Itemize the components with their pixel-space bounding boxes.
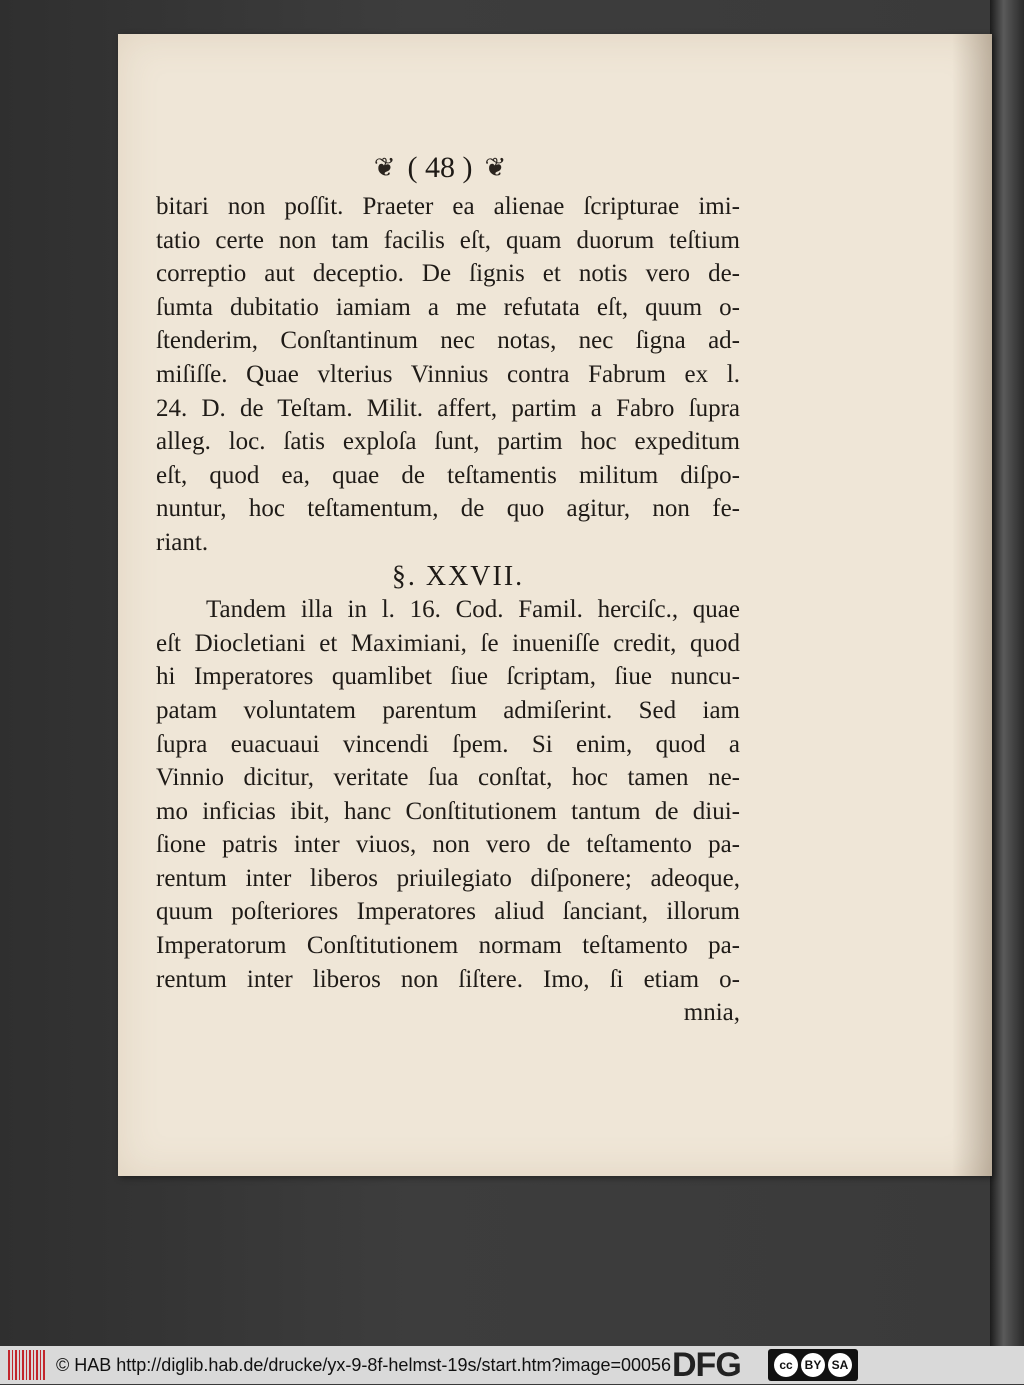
- text-line: Vinnio dicitur, veritate ſua conſtat, hoc tamen ne-: [156, 764, 740, 792]
- text-line: 24. D. de Teſtam. Milit. affert, partim a Fabro ſupra: [156, 394, 740, 422]
- section-heading: §. XXVII.: [391, 560, 525, 592]
- ornament-right-icon: ❦: [484, 153, 507, 183]
- text-line: hi Imperatores quamlibet ſiue ſcriptam, ſiue nuncu-: [156, 663, 740, 691]
- by-icon: BY: [801, 1353, 825, 1377]
- text-line: quum poſteriores Imperatores aliud ſanciant, illorum: [156, 898, 740, 926]
- page-number: ( 48 ): [407, 151, 473, 184]
- text-line: ſumta dubitatio iamiam a me refutata eſt, quum o-: [156, 293, 740, 321]
- text-line: miſiſſe. Quae vlterius Vinnius contra Fabrum ex l.: [156, 360, 740, 388]
- text-line: eſt Diocletiani et Maximiani, ſe inueniſſe credit, quod: [156, 629, 740, 657]
- footer-bar: [0, 1346, 1024, 1384]
- sa-icon: SA: [828, 1353, 852, 1377]
- text-line: mo inficias ibit, hanc Conſtitutionem tantum de diui-: [156, 797, 740, 825]
- copyright-link[interactable]: © HAB http://diglib.hab.de/drucke/yx-9-8f-helmst-19s/start.htm?image=00056: [56, 1354, 672, 1375]
- text-line: rentum inter liberos priuilegiato diſponere; adeoque,: [156, 864, 740, 892]
- ornament-left-icon: ❦: [373, 153, 396, 183]
- text-line: alleg. loc. ſatis exploſa ſunt, partim hoc expeditum: [156, 428, 740, 456]
- cc-icon: cc: [774, 1353, 798, 1377]
- text-line: ſupra euacuaui vincendi ſpem. Si enim, quod a: [156, 730, 740, 758]
- text-line: ſtenderim, Conſtantinum nec notas, nec ſigna ad-: [156, 327, 740, 355]
- text-line: eſt, quod ea, quae de teſtamentis militum diſpo-: [156, 461, 740, 489]
- gutter-shadow: [952, 34, 992, 1176]
- text-line: patam voluntatem parentum admiſerint. Sed iam: [156, 696, 740, 724]
- text-line: correptio aut deceptio. De ſignis et notis vero de-: [156, 260, 740, 288]
- text-line: rentum inter liberos non ſiſtere. Imo, ſi etiam o-: [156, 965, 740, 993]
- text-line: ſione patris inter viuos, non vero de teſtamento pa-: [156, 831, 740, 859]
- license-badge[interactable]: [768, 1349, 858, 1381]
- catchword: mnia,: [683, 999, 740, 1027]
- binding-edge: [990, 0, 1024, 1346]
- barcode-icon: [8, 1350, 46, 1380]
- page-text: [156, 190, 740, 1030]
- page-header: [330, 148, 550, 188]
- dfg-logo: DFG: [672, 1345, 741, 1384]
- text-line: Imperatorum Conſtitutionem normam teſtamento pa-: [156, 932, 740, 960]
- text-line: riant.: [156, 528, 209, 556]
- text-line: bitari non poſſit. Praeter ea alienae ſcripturae imi-: [156, 193, 740, 220]
- text-line: tatio certe non tam facilis eſt, quam duorum teſtium: [156, 226, 740, 254]
- text-line: Tandem illa in l. 16. Cod. Famil. herciſc., quae: [206, 596, 740, 624]
- text-line: nuntur, hoc teſtamentum, de quo agitur, non fe-: [156, 495, 740, 523]
